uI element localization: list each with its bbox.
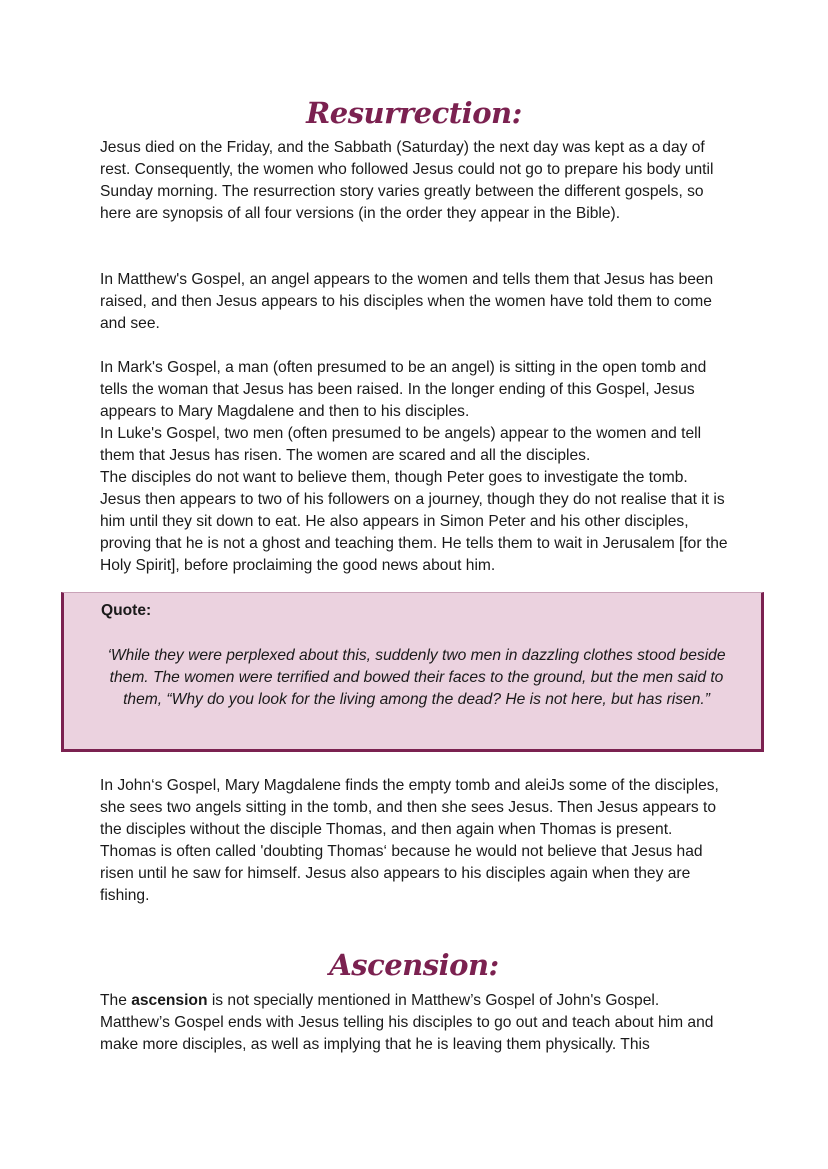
luke-continued-paragraph: The disciples do not want to believe them, though Peter goes to investigate the tomb. Jesus then appears to two of his followers on a journey, though they do not realise that it is him until they sit down to eat. He also appears in Simon Peter and his other disciples, proving that he is not a ghost and teaching them. He tells them to wait in Jerusalem [for the Holy Spirit], before proclaiming the good news about him.	[100, 469, 728, 574]
resurrection-intro-paragraph: Jesus died on the Friday, and the Sabbath (Saturday) the next day was kept as a day of rest. Consequently, the women who followed Jesus could not go to prepare his body until Sunday morning. The resurrection story varies greatly between the different gospels, so here are synopsis of all four versions (in the order they appear in the Bible).	[100, 139, 714, 222]
ascension-lead-text: The	[100, 992, 132, 1009]
matthew-paragraph: In Matthew's Gospel, an angel appears to the women and tells them that Jesus has been raised, and then Jesus appears to his disciples when the women have told them to come and see.	[100, 271, 714, 332]
ascension-rest-text: is not specially mentioned in Matthew’s Gospel of John's Gospel. Matthew’s Gospel ends with Jesus telling his disciples to go out and teach about him and make more disciples, as well as implying that he is leaving them physically. This	[100, 992, 714, 1053]
quote-box	[61, 592, 764, 752]
resurrection-heading: Resurrection:	[306, 96, 522, 130]
luke-paragraph: In Luke's Gospel, two men (often presumed to be angels) appear to the women and tell them that Jesus has risen. The women are scared and all the disciples.	[100, 425, 702, 464]
ascension-bold-word: ascension	[131, 992, 208, 1009]
mark-paragraph: In Mark's Gospel, a man (often presumed to be an angel) is sitting in the open tomb and tells the woman that Jesus has been raised. In the longer ending of this Gospel, Jesus appears to Mary Magdalene and then to his disciples.	[100, 359, 707, 420]
ascension-heading: Ascension:	[329, 948, 499, 982]
quote-text: ‘While they were perplexed about this, suddenly two men in dazzling clothes stood beside them. The women were terrified and bowed their faces to the ground, but the men said to them, “Why do you look for the living among the dead? He is not here, but has risen.”	[107, 647, 726, 708]
ascension-paragraph	[100, 990, 730, 1056]
quote-label: Quote:	[101, 602, 152, 619]
john-paragraph: In John‘s Gospel, Mary Magdalene finds the empty tomb and aleiJs some of the disciples, she sees two angels sitting in the tomb, and then she sees Jesus. Then Jesus appears to the disciples without the disciple Thomas, and then again when Thomas is present. Thomas is often called 'doubting Thomas‘ because he would not believe that Jesus had risen until he saw for himself. Jesus also appears to his disciples again when they are fishing.	[100, 777, 719, 904]
